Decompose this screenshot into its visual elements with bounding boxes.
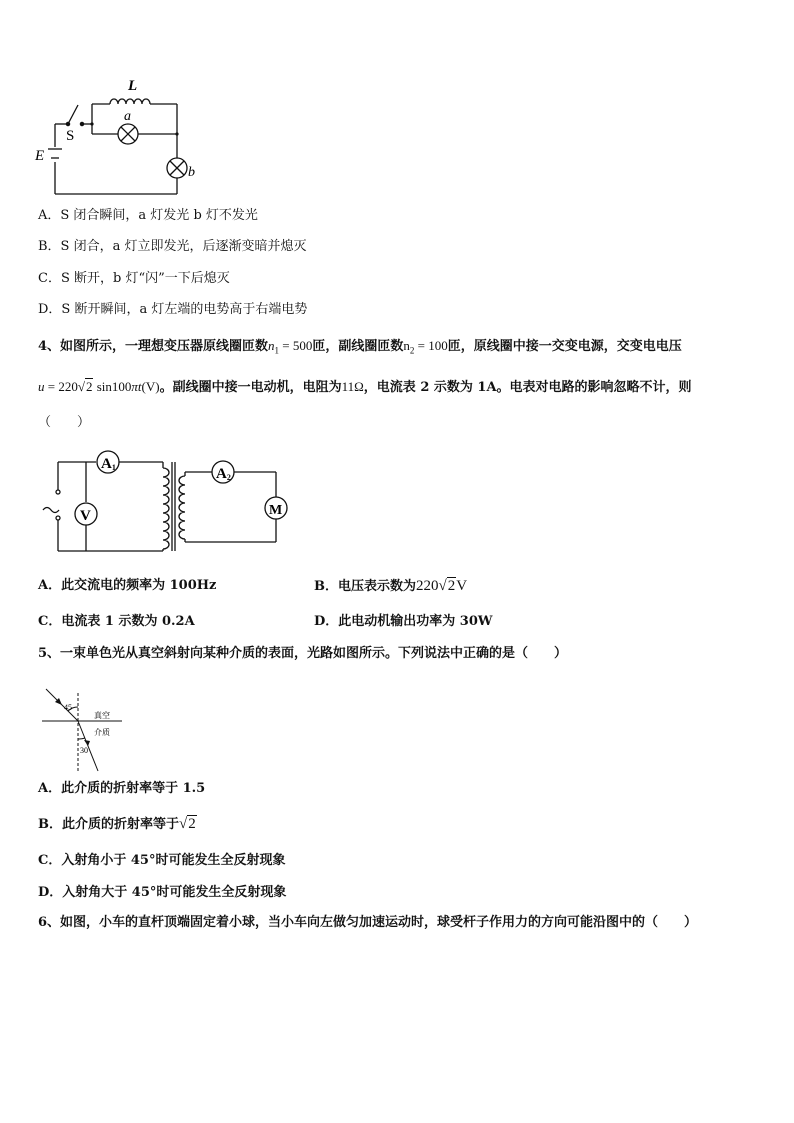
q5-option-c: C．入射角小于 45°时可能发生全反射现象 — [38, 853, 286, 868]
resistance-value: 11Ω — [341, 379, 364, 394]
q3-option-a: A．S 闭合瞬间，a 灯发光 b 灯不发光 — [38, 208, 258, 223]
circuit-diagram-q3 — [30, 72, 200, 202]
vacuum-label: 真空 — [94, 711, 110, 720]
medium-label: 介质 — [94, 728, 110, 737]
q6-stem: 6、如图，小车的直杆顶端固定着小球，当小车向左做匀加速运动时，球受杆子作用力的方向可能沿图中的（ ） — [38, 915, 698, 930]
q4-stem-line1: 4、如图所示，一理想变压器原线圈匝数$n_1 = 500$匝，副线圈匝数$n_2 = 100$匝，原线圈中接一交变电源，交变电电压 — [38, 338, 682, 356]
q3-option-b: B．S 闭合，a 灯立即发光，后逐渐变暗并熄灭 — [38, 239, 307, 254]
svg-text:A2: A2 — [216, 466, 231, 482]
label-a: a — [124, 109, 131, 124]
q5-stem: 5、一束单色光从真空斜射向某种介质的表面，光路如图所示。下列说法中正确的是（ ） — [38, 646, 568, 661]
q4-option-d: D．此电动机输出功率为 30W — [314, 614, 493, 629]
q4-option-c: C．电流表 1 示数为 0.2A — [38, 614, 195, 629]
motor-label: M — [269, 503, 283, 518]
q4-option-a: A．此交流电的频率为 100Hz — [38, 578, 217, 593]
n2-formula: $n_2 = 100$ — [403, 338, 448, 356]
q3-option-d: D．S 断开瞬间，a 灯左端的电势高于右端电势 — [38, 302, 308, 317]
label-E: E — [35, 148, 45, 164]
q4-stem-line2: u = 220√2 sin100πt(V)。副线圈中接一电动机，电阻为11Ω，电流表 2 示数为 1A。电表对电路的影响忽略不计，则 — [38, 379, 692, 395]
q3-option-c: C．S 断开，b 灯“闪”一下后熄灭 — [38, 271, 230, 286]
label-L: L — [128, 78, 138, 94]
svg-text:A1: A1 — [101, 456, 116, 472]
q5-option-d: D．入射角大于 45°时可能发生全反射现象 — [38, 885, 287, 900]
label-S: S — [66, 128, 75, 144]
q5-option-b: B．此介质的折射率等于√2 — [38, 816, 196, 832]
q4-answer-paren: （ ） — [38, 415, 91, 430]
q4-option-b: B．电压表示数为220√2V — [314, 578, 468, 594]
transformer-diagram-q4 — [38, 448, 308, 556]
angle-45-label: 45 — [64, 703, 72, 712]
voltage-formula: u = 220√2 sin100πt(V) — [38, 379, 160, 394]
label-b: b — [188, 165, 195, 180]
refraction-diagram-q5 — [40, 683, 140, 775]
q5-option-a: A．此介质的折射率等于 1.5 — [38, 781, 206, 796]
angle-30-label: 30 — [80, 746, 88, 755]
n1-formula: $n_1 = 500$ — [268, 338, 313, 356]
voltmeter-label: V — [80, 508, 91, 524]
